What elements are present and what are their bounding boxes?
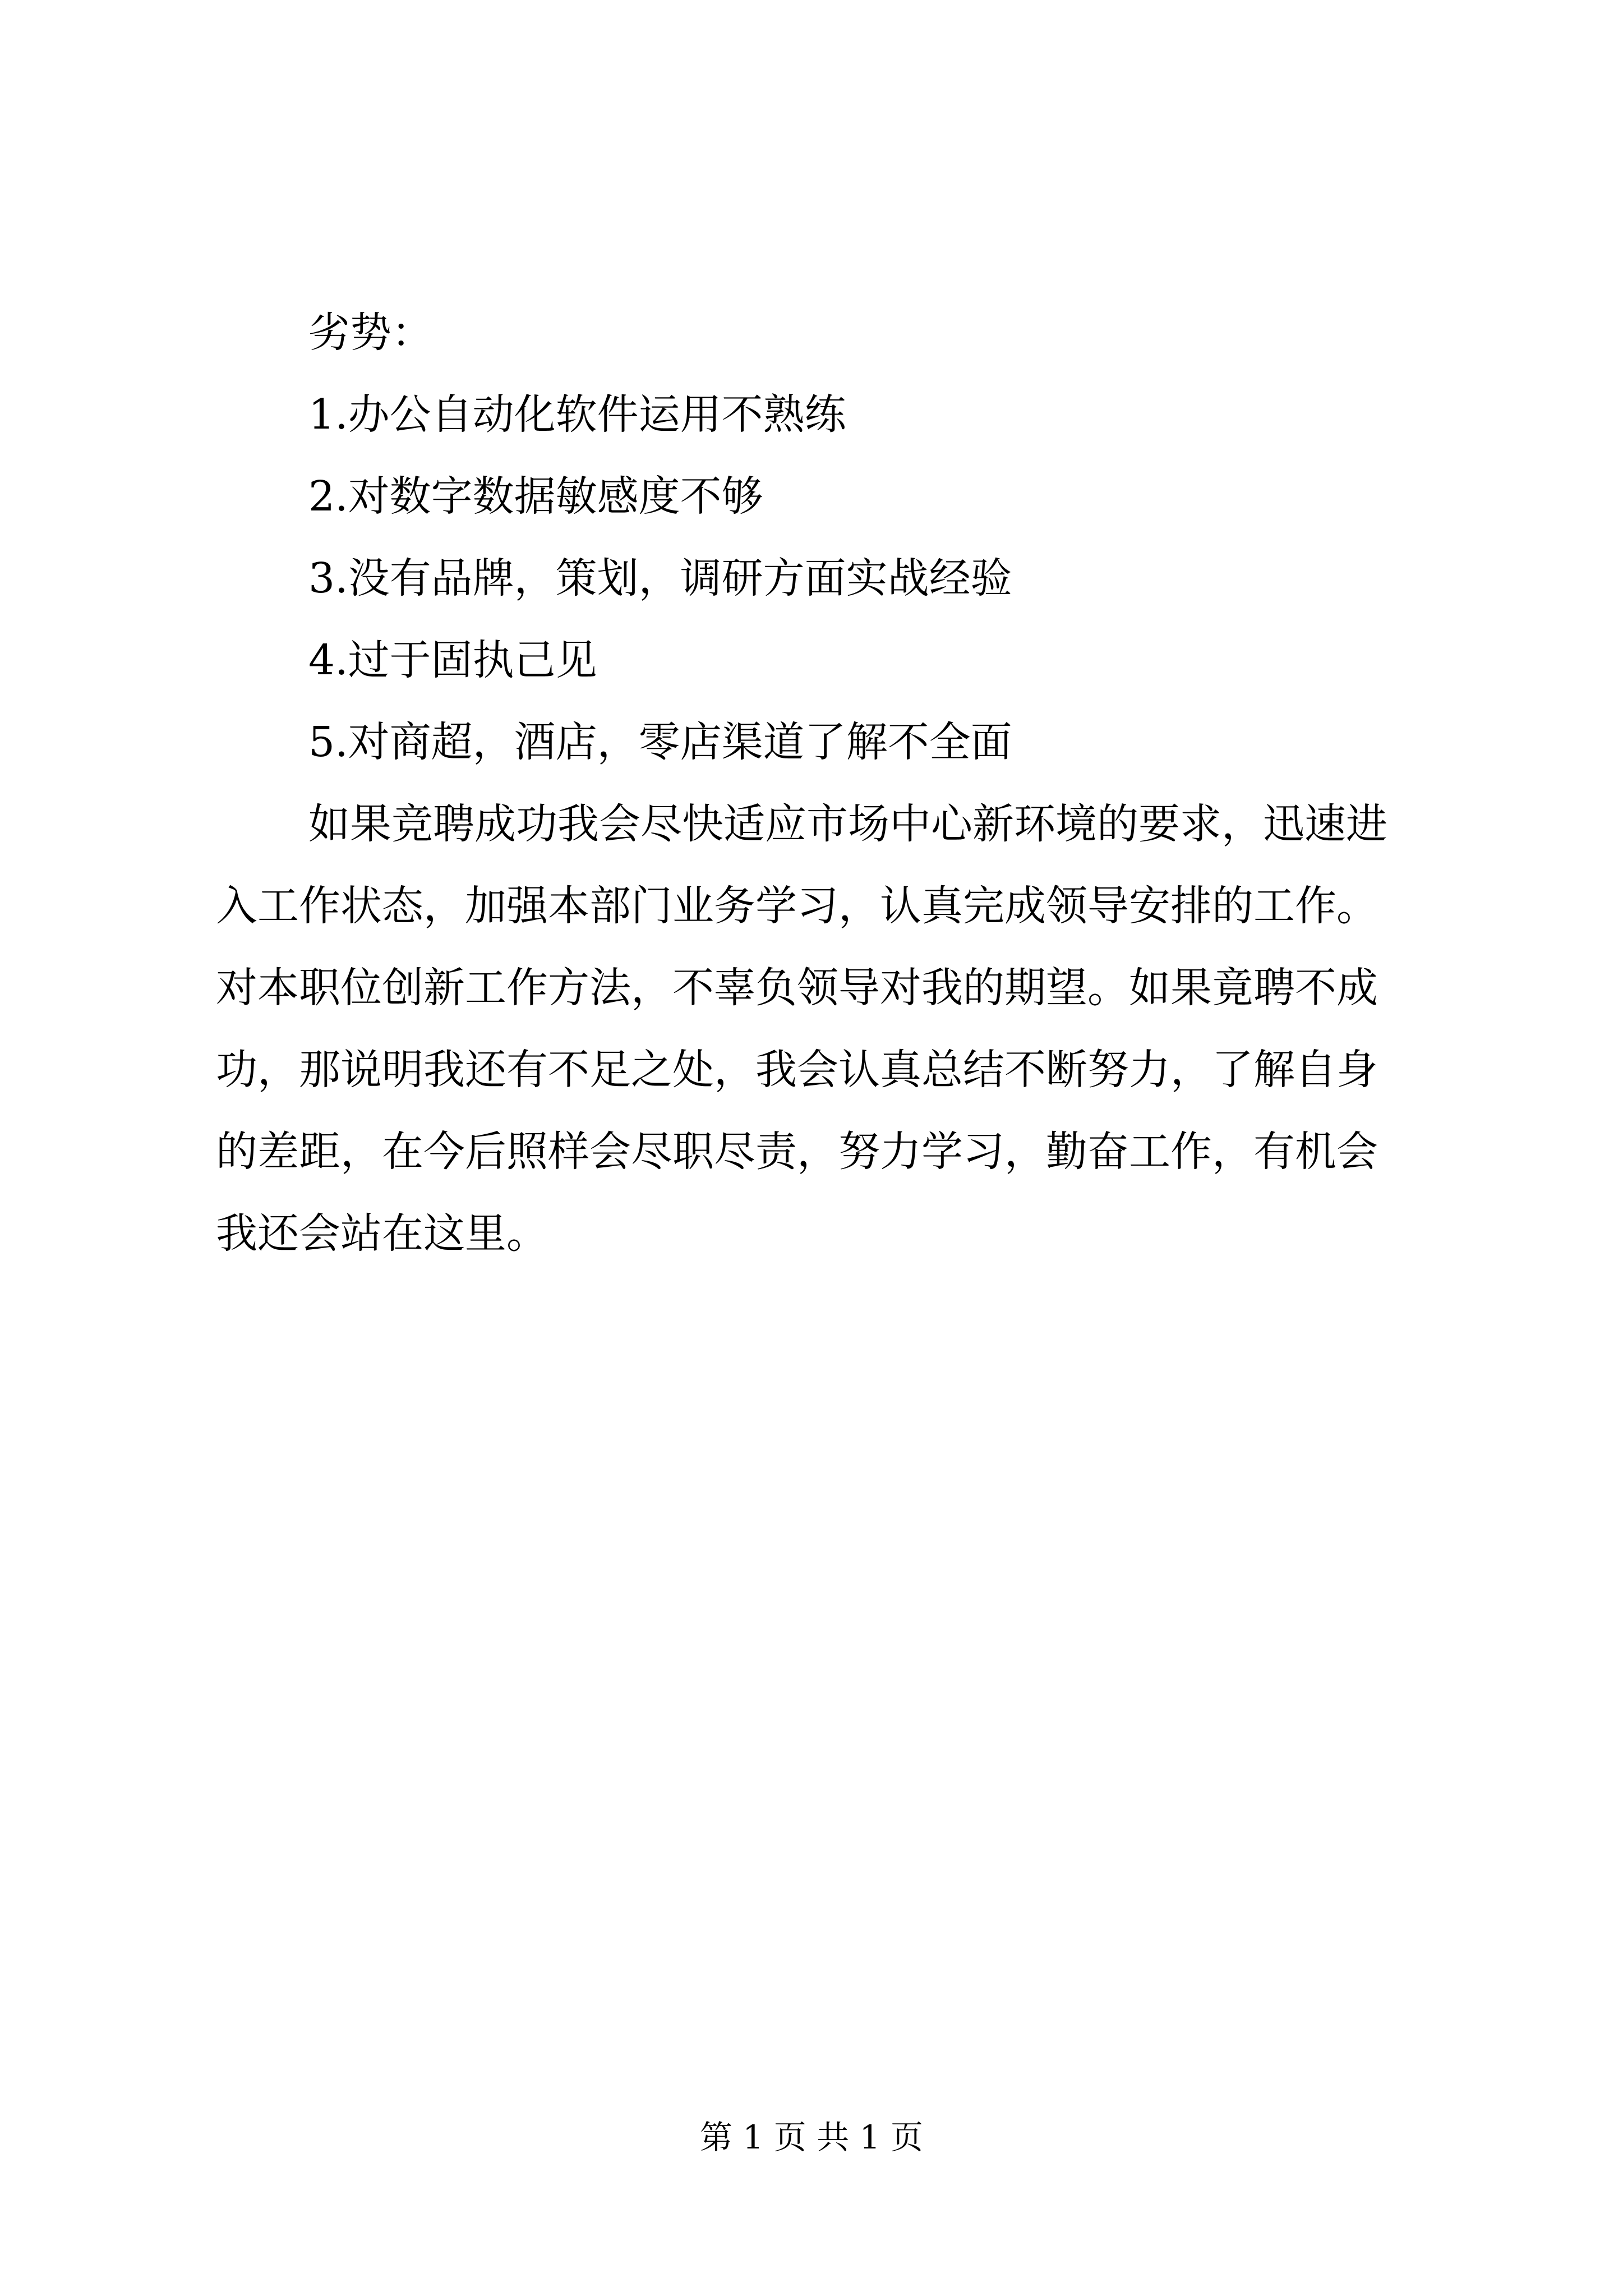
paragraph-line: 我还会站在这里。 <box>216 1209 548 1258</box>
paragraph-line: 功，那说明我还有不足之处，我会认真总结不断努力，了解自身 <box>216 1046 1378 1094</box>
document-body <box>216 292 1427 1274</box>
list-item: 2.对数字数据敏感度不够 <box>308 472 763 521</box>
paragraph-line: 入工作状态，加强本部门业务学习，认真完成领导安排的工作。 <box>216 882 1378 930</box>
list-item: 5.对商超，酒店，零店渠道了解不全面 <box>308 718 1012 766</box>
weakness-list <box>216 374 1427 783</box>
list-item: 3.没有品牌，策划，调研方面实战经验 <box>308 554 1012 602</box>
section-heading: 劣势： <box>308 309 433 357</box>
list-item: 1.办公自动化软件运用不熟练 <box>308 390 846 439</box>
paragraph-line: 的差距，在今后照样会尽职尽责，努力学习，勤奋工作，有机会 <box>216 1128 1378 1176</box>
page-footer: 第 1 页 共 1 页 <box>700 2118 923 2156</box>
closing-paragraph <box>216 783 1427 1274</box>
paragraph-line: 如果竞聘成功我会尽快适应市场中心新环境的要求，迅速进 <box>308 800 1387 848</box>
paragraph-line: 对本职位创新工作方法，不辜负领导对我的期望。如果竟聘不成 <box>216 964 1378 1012</box>
list-item: 4.过于固执己见 <box>308 636 597 684</box>
